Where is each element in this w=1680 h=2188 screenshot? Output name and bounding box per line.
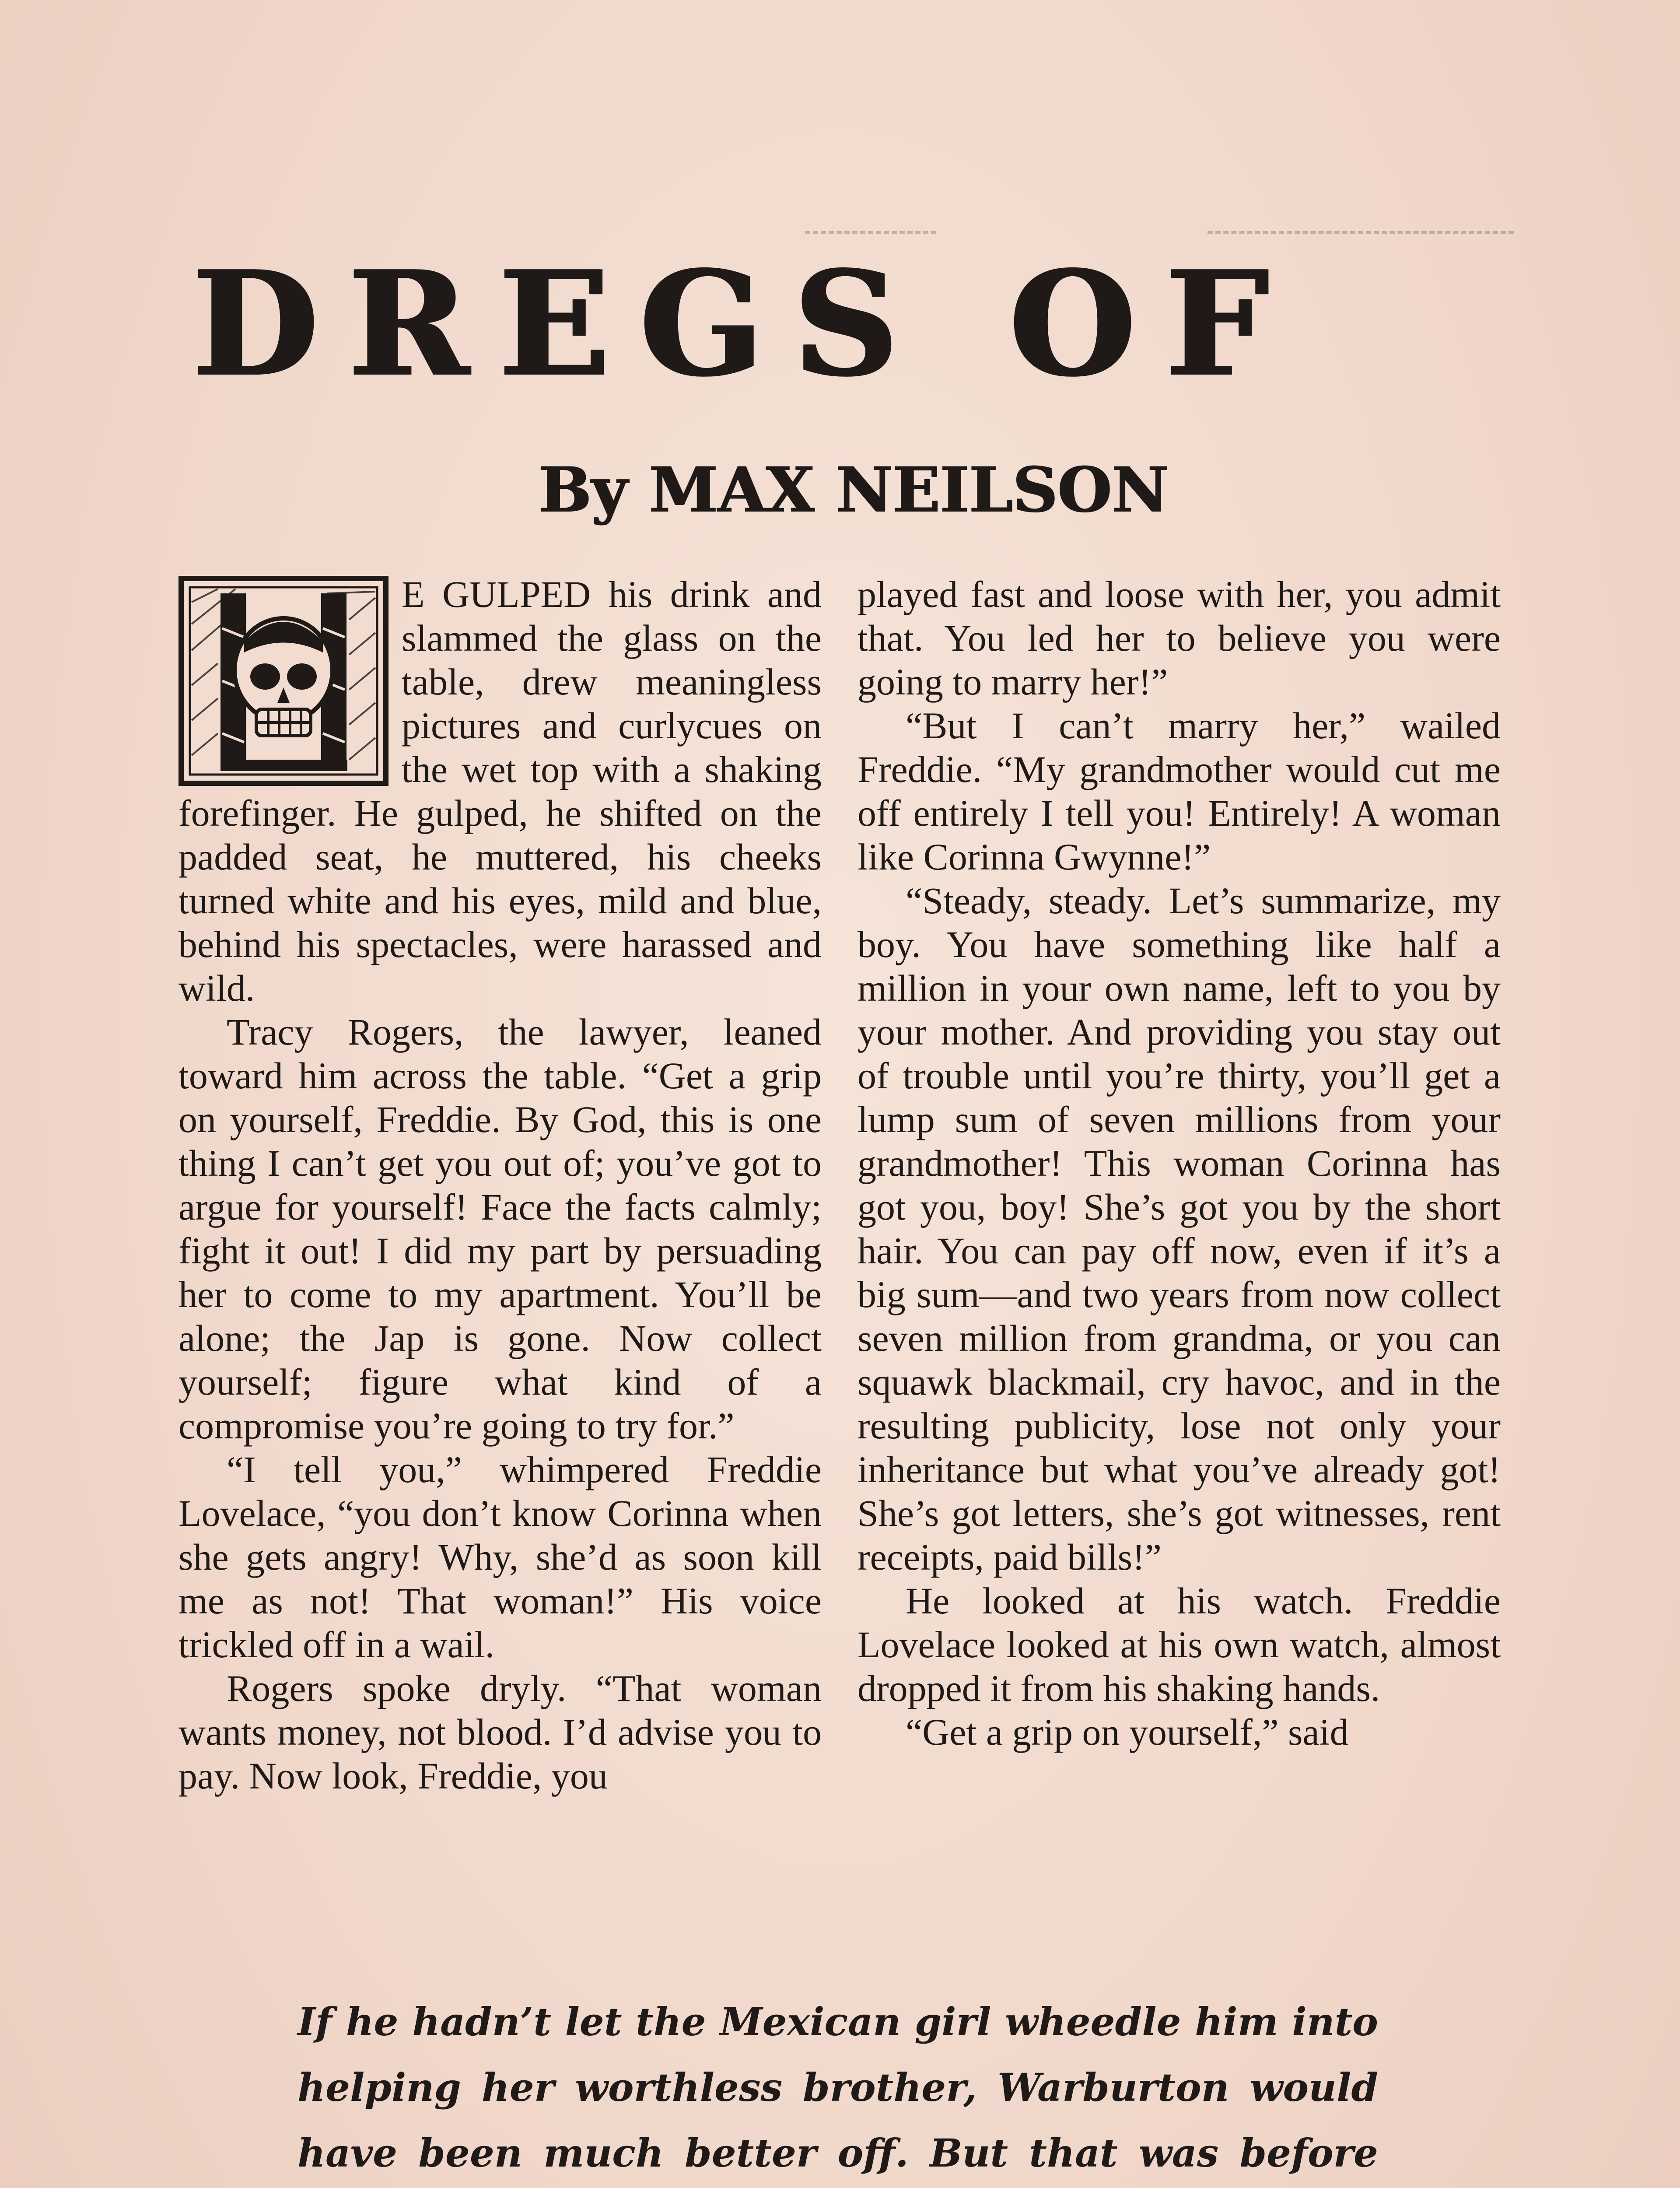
top-rule-left (805, 231, 936, 234)
paragraph: “Get a grip on yourself,” said (906, 1711, 1349, 1753)
text-column-left (178, 572, 822, 1951)
top-rule-right (1208, 231, 1514, 234)
paragraph-opening: E GULPED his drink and slammed the glass on the table, drew meaningless pictures and curlycues on the wet top with a shaking forefinger. He gulped, he shifted on the padded seat, he muttered, his cheeks turned white and his eyes, mild and blue, behind his spectacles, were harassed and wild. (178, 573, 822, 1009)
story-blurb: If he hadn’t let the Mexican girl wheedle him into helping her worthless brother, Warburton would have been much better off. But that was before (298, 1999, 1378, 2176)
paragraph: “I tell you,” whimpered Freddie Lovelace, “you don’t know Corinna when she gets angry! Why, she’d as soon kill me as not! That woman!” His voice trickled off in a wail. (178, 1448, 822, 1666)
paragraph: He looked at his watch. Freddie Lovelace looked at his own watch, almost dropped it from his shaking hands. (858, 1580, 1501, 1709)
story-title: DREGS OF (192, 239, 1299, 409)
dropcap (178, 576, 388, 786)
paragraph: Rogers spoke dryly. “That woman wants money, not blood. I’d advise you to pay. Now look, Freddie, you (178, 1667, 822, 1797)
skull-dropcap-icon (178, 576, 388, 786)
paragraph: “But I can’t marry her,” wailed Freddie. “My grandmother would cut me off entirely I tell you! Entirely! A woman like Corinna Gwynne!” (858, 705, 1501, 878)
text-column-right (858, 572, 1501, 1951)
paragraph: Tracy Rogers, the lawyer, leaned toward him across the table. “Get a grip on yourself, Freddie. By God, this is one thing I can’t get you out of; you’ve got to argue for yourself! Face the facts calmly; fight it out! I did my part by persuading her to come to my apartment. You’ll be alone; the Jap is gone. Now collect yourself; figure what kind of a compromise you’re going to try for.” (178, 1011, 822, 1447)
byline: By MAX NEILSON (538, 454, 1168, 526)
paragraph-continuation: played fast and loose with her, you admit that. You led her to believe you were going to marry her!” (858, 573, 1501, 703)
paragraph: “Steady, steady. Let’s summarize, my boy. You have something like half a million in your own name, left to you by your mother. And providing you stay out of trouble until you’re thirty, you’ll get a lump sum of seven millions from your grandmother! This woman Corinna has got you, boy! She’s got you by the short hair. You can pay off now, even if it’s a big sum—and two years from now collect seven million from grandma, or you can squawk blackmail, cry havoc, and in the resulting publicity, lose not only your inheritance but what you’ve already got! She’s got letters, she’s got witnesses, rent receipts, paid bills!” (858, 880, 1501, 1578)
